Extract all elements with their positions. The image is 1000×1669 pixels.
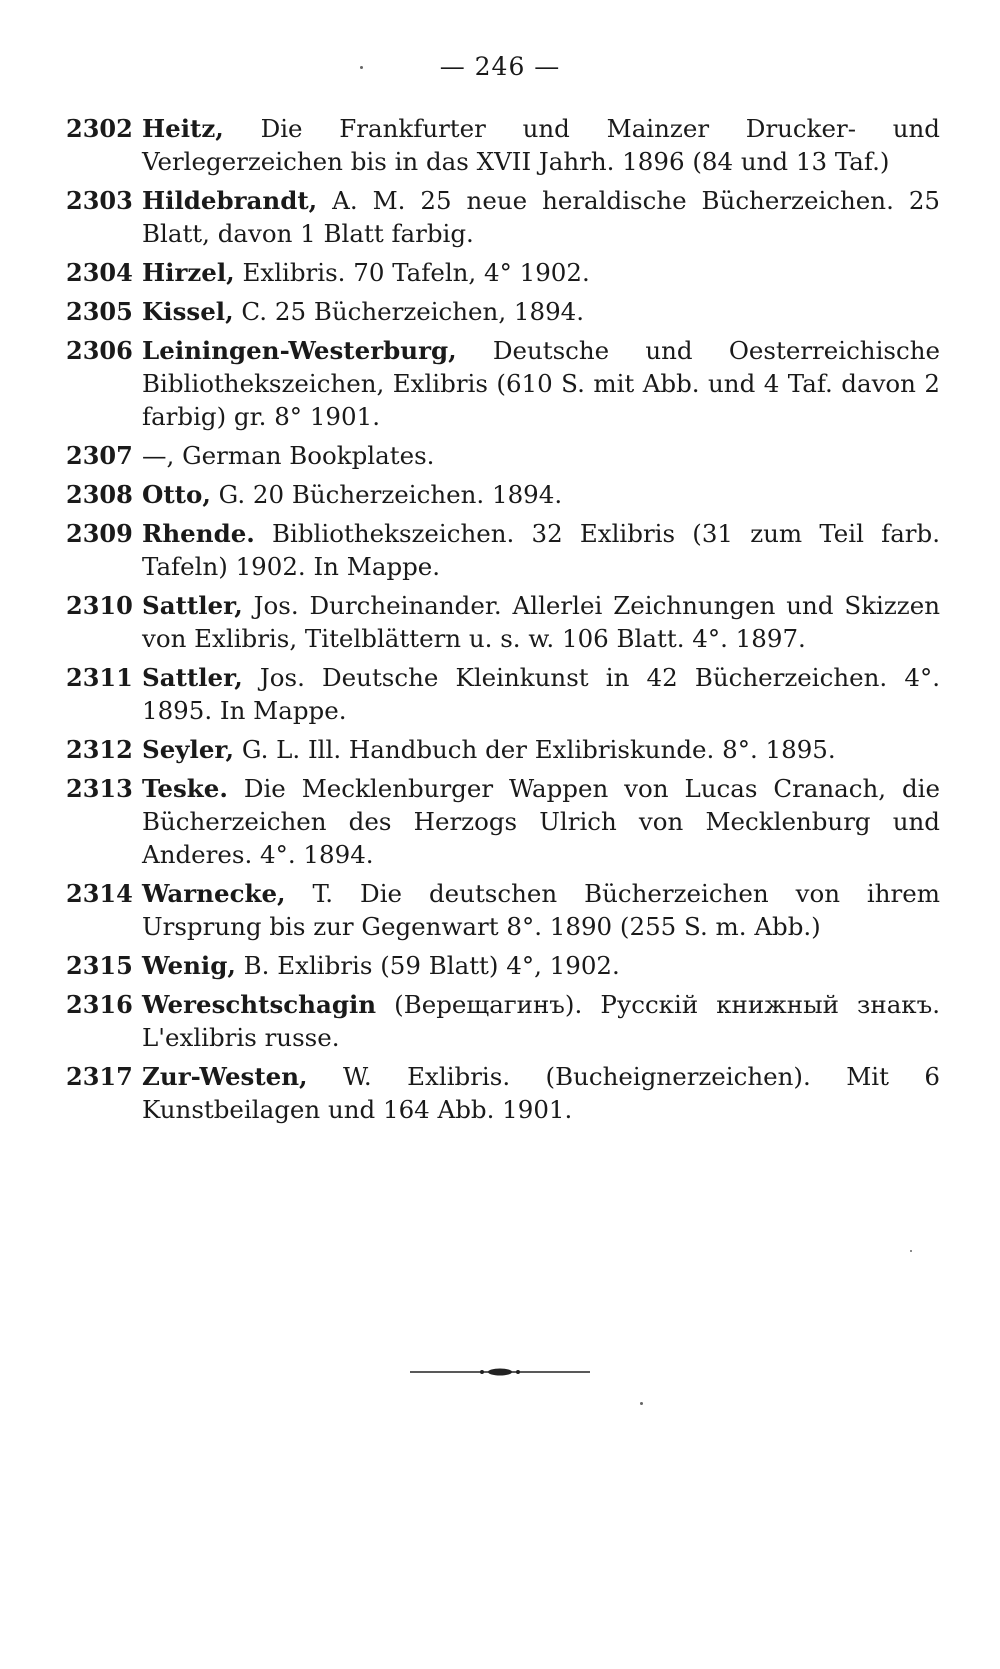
list-item	[66, 334, 940, 433]
entry-text: —, German Bookplates.	[142, 441, 435, 470]
entry-author: Wenig,	[142, 951, 236, 980]
entry-text: Jos. Durcheinander. Allerlei Zeichnungen und Skizzen von Exlibris, Titelblättern u. s. w. 106 Blatt. 4°. 1897.	[142, 591, 940, 653]
entry-author: Sattler,	[142, 663, 243, 692]
entry-text: Deutsche und Oesterreichische Bibliothekszeichen, Exlibris (610 S. mit Abb. und 4 Taf. davon 2 farbig) gr. 8° 1901.	[142, 336, 940, 431]
list-item	[66, 478, 940, 511]
entry-author: Hildebrandt,	[142, 186, 318, 215]
list-item	[66, 949, 940, 982]
list-item	[66, 112, 940, 178]
entry-text: Exlibris. 70 Tafeln, 4° 1902.	[234, 258, 590, 287]
list-item	[66, 256, 940, 289]
list-item	[66, 295, 940, 328]
entry-text: A. M. 25 neue heraldische Bücherzeichen. 25 Blatt, davon 1 Blatt farbig.	[142, 186, 940, 248]
entry-number: 2311	[66, 663, 133, 692]
paper-speck	[910, 1250, 912, 1252]
entry-number: 2312	[66, 735, 133, 764]
list-item	[66, 661, 940, 727]
list-item	[66, 877, 940, 943]
entry-author: Leiningen-Westerburg,	[142, 336, 457, 365]
entry-number: 2314	[66, 879, 133, 908]
entry-number: 2316	[66, 990, 133, 1019]
list-item	[66, 439, 940, 472]
entry-text: Jos. Deutsche Kleinkunst in 42 Bücherzeichen. 4°. 1895. In Mappe.	[142, 663, 940, 725]
list-item	[66, 184, 940, 250]
bibliography-list	[66, 112, 940, 1132]
entry-text: W. Exlibris. (Bucheignerzeichen). Mit 6 Kunstbeilagen und 164 Abb. 1901.	[142, 1062, 940, 1124]
entry-number: 2305	[66, 297, 133, 326]
end-ornament	[410, 1367, 590, 1377]
page-number: — 246 —	[439, 52, 561, 81]
entry-number: 2304	[66, 258, 133, 287]
entry-author: Warnecke,	[142, 879, 286, 908]
entry-number: 2315	[66, 951, 133, 980]
entry-text: T. Die deutschen Bücherzeichen von ihrem Ursprung bis zur Gegenwart 8°. 1890 (255 S. m. Abb.)	[142, 879, 940, 941]
entry-author: Sattler,	[142, 591, 243, 620]
entry-number: 2307	[66, 441, 133, 470]
entry-text: G. 20 Bücherzeichen. 1894.	[210, 480, 563, 509]
entry-author: Heitz,	[142, 114, 224, 143]
list-item	[66, 1060, 940, 1126]
entry-author: Rhende.	[142, 519, 255, 548]
entry-author: Kissel,	[142, 297, 234, 326]
entry-number: 2308	[66, 480, 133, 509]
entry-author: Hirzel,	[142, 258, 235, 287]
entry-number: 2310	[66, 591, 133, 620]
entry-text: G. L. Ill. Handbuch der Exlibriskunde. 8°. 1895.	[234, 735, 836, 764]
paper-speck	[640, 1402, 643, 1405]
entry-text: (Верещагинъ). Русскiй книжный знакъ. L'exlibris russe.	[142, 990, 940, 1052]
entry-author: Wereschtschagin	[142, 990, 377, 1019]
entry-text: Die Frankfurter und Mainzer Drucker- und Verlegerzeichen bis in das XVII Jahrh. 1896 (84 und 13 Taf.)	[142, 114, 940, 176]
entry-text: C. 25 Bücherzeichen, 1894.	[233, 297, 585, 326]
list-item	[66, 517, 940, 583]
entry-author: Otto,	[142, 480, 211, 509]
entry-author: Seyler,	[142, 735, 235, 764]
entry-number: 2303	[66, 186, 133, 215]
list-item	[66, 772, 940, 871]
entry-number: 2309	[66, 519, 133, 548]
entry-author: Zur-Westen,	[142, 1062, 308, 1091]
entry-text: Die Mecklenburger Wappen von Lucas Cranach, die Bücherzeichen des Herzogs Ulrich von Mecklenburg und Anderes. 4°. 1894.	[142, 774, 940, 869]
list-item	[66, 589, 940, 655]
list-item	[66, 733, 940, 766]
entry-number: 2306	[66, 336, 133, 365]
entry-author: Teske.	[142, 774, 228, 803]
entry-number: 2317	[66, 1062, 133, 1091]
entry-number: 2313	[66, 774, 133, 803]
entry-text: Bibliothekszeichen. 32 Exlibris (31 zum Teil farb. Tafeln) 1902. In Mappe.	[142, 519, 940, 581]
entry-text: B. Exlibris (59 Blatt) 4°, 1902.	[235, 951, 620, 980]
entry-number: 2302	[66, 114, 133, 143]
paper-speck	[360, 66, 363, 69]
list-item	[66, 988, 940, 1054]
